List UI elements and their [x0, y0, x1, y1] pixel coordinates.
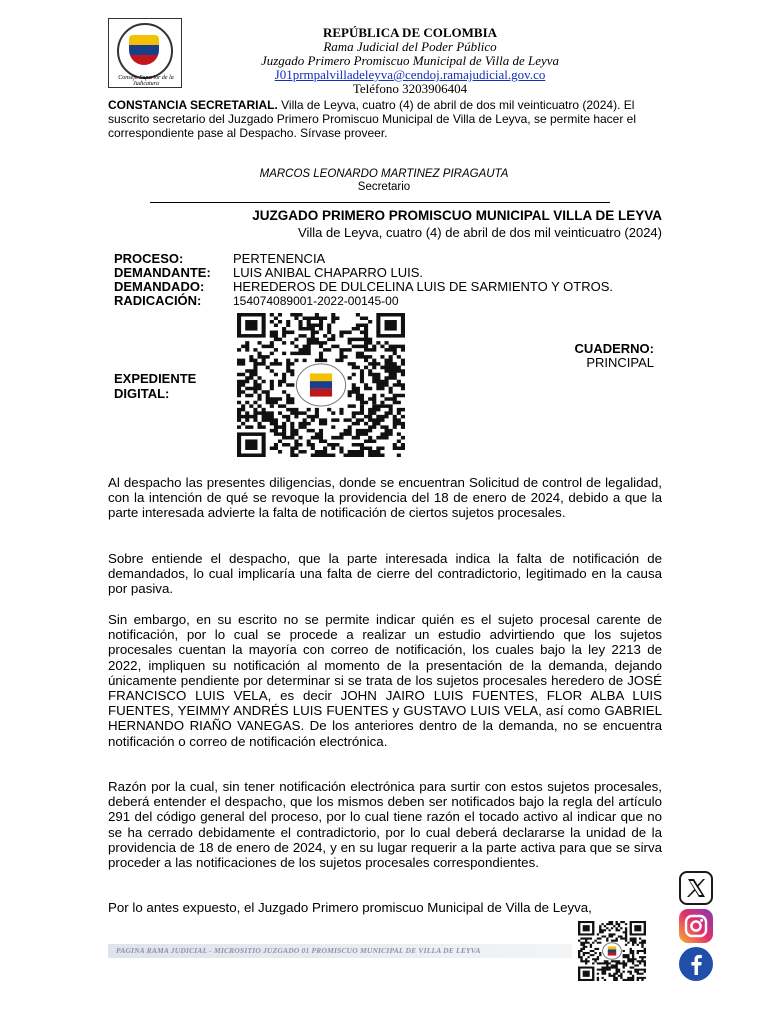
instagram-icon[interactable]	[679, 909, 713, 943]
demandante-value: LUIS ANIBAL CHAPARRO LUIS.	[233, 265, 424, 280]
body-paragraph-2: Sobre entiende el despacho, que la parte interesada indica la falta de notificación de demandados, lo cual implicaría una falta de cierre del contradictorio, legitimado en la causa por pasiva.	[108, 551, 662, 597]
constancia-secretarial	[108, 98, 664, 140]
expediente-label-line2: DIGITAL:	[114, 386, 170, 401]
footer-qr-code-icon[interactable]	[578, 921, 646, 981]
footer-link[interactable]: PAGINA RAMA JUDICIAL - MICROSITIO JUZGADO 01 PROMISCUO MUNICIPAL DE VILLA DE LEYVA	[116, 946, 481, 955]
signature-name: MARCOS LEONARDO MARTINEZ PIRAGAUTA	[259, 168, 509, 180]
radicacion-label: RADICACIÓN:	[114, 293, 202, 308]
seal-caption: Consejo Superior de la Judicatura	[118, 75, 174, 87]
body-paragraph-1: Al despacho las presentes diligencias, donde se encuentran Solicitud de control de legalidad, con la intención de qué se revoque la providencia del 18 de enero de 2024, debido a que la parte interesada advierte la falta de notificación de ciertos sujetos procesales.	[108, 475, 662, 521]
facebook-glyph	[679, 947, 713, 981]
judicial-seal-icon	[108, 18, 182, 88]
cuaderno-value: PRINCIPAL	[586, 355, 654, 370]
proceso-label: PROCESO:	[114, 251, 184, 266]
colombia-shield-icon	[129, 35, 159, 65]
expediente-label	[114, 371, 196, 401]
body-paragraph-3: Sin embargo, en su escrito no se permite indicar quién es el sujeto procesal carente de notificación, por lo cual se procede a realizar un estudio advirtiendo que los sujetos procesales cuentan la mayoría con correo de notificación, los cuales bajo la ley 2213 de 2022, impliquen su notificación al momento de la presentación de la demanda, dejando únicamente pendiente por determinar si se trata de los sujetos procesales heredero de JOSÉ FRANCISCO LUIS VELA, es decir JOHN JAIRO LUIS FUENTES, FLOR ALBA LUIS FUENTES, YEIMMY ANDRÉS LUIS FUENTES y GUSTAVO LUIS VELA, así como GABRIEL HERNANDO RIAÑO VANEGAS. De los anteriores dentro de la demanda, no se encuentra notificación o correo de notificación electrónica.	[108, 612, 662, 749]
demandante-label: DEMANDANTE:	[114, 265, 211, 280]
header-title: REPÚBLICA DE COLOMBIA	[322, 25, 498, 40]
header-court: Juzgado Primero Promiscuo Municipal de Villa de Leyva	[260, 53, 560, 68]
proceso-value: PERTENENCIA	[233, 251, 326, 266]
court-name: JUZGADO PRIMERO PROMISCUO MUNICIPAL VILLA DE LEYVA	[252, 208, 662, 223]
demandado-value: HEREDEROS DE DULCELINA LUIS DE SARMIENTO Y OTROS.	[233, 279, 613, 294]
expediente-label-line1: EXPEDIENTE	[114, 371, 197, 386]
body-paragraph-5: Por lo antes expuesto, el Juzgado Primero promiscuo Municipal de Villa de Leyva,	[108, 900, 592, 915]
instagram-glyph	[679, 909, 713, 943]
qr-code-icon[interactable]	[237, 313, 405, 457]
demandado-label: DEMANDADO:	[114, 279, 205, 294]
header-phone: Teléfono 3203906404	[352, 81, 468, 96]
court-date: Villa de Leyva, cuatro (4) de abril de dos mil veinticuatro (2024)	[298, 225, 662, 240]
constancia-label: CONSTANCIA SECRETARIAL.	[108, 98, 278, 112]
constancia-text: Villa de Leyva, cuatro (4) de abril de dos mil veinticuatro (2024). El suscrito secretario del Juzgado Primero Promiscuo Municipal de Villa de Leyva, se permite hacer el correspondiente pase al Despacho. Sírvase proveer.	[108, 98, 637, 140]
cuaderno-label: CUADERNO:	[574, 341, 654, 356]
header-email-link[interactable]: J01prmpalvilladeleyva@cendoj.ramajudicial.gov.co	[274, 67, 546, 82]
signature-divider	[150, 202, 610, 203]
x-twitter-icon[interactable]	[679, 871, 713, 905]
signature-role: Secretario	[357, 181, 411, 193]
x-glyph	[681, 873, 711, 903]
radicacion-value: 154074089001-2022-00145-00	[233, 294, 399, 308]
header-branch: Rama Judicial del Poder Público	[323, 39, 497, 54]
body-paragraph-4: Razón por la cual, sin tener notificación electrónica para surtir con estos sujetos procesales, deberá entender el despacho, que los mismos deben ser notificados bajo la regla del artículo 291 del código general del proceso, por lo cual tiene razón el tocado activo al indicar que no se ha cerrado debidamente el contradictorio, por lo cual deberá declararse la unidad de la providencia de 18 de enero de 2024, y en su lugar requerir a la parte activa para que se sirva proceder a las notificaciones de los sujetos procesales correspondientes.	[108, 779, 662, 871]
facebook-icon[interactable]	[679, 947, 713, 981]
